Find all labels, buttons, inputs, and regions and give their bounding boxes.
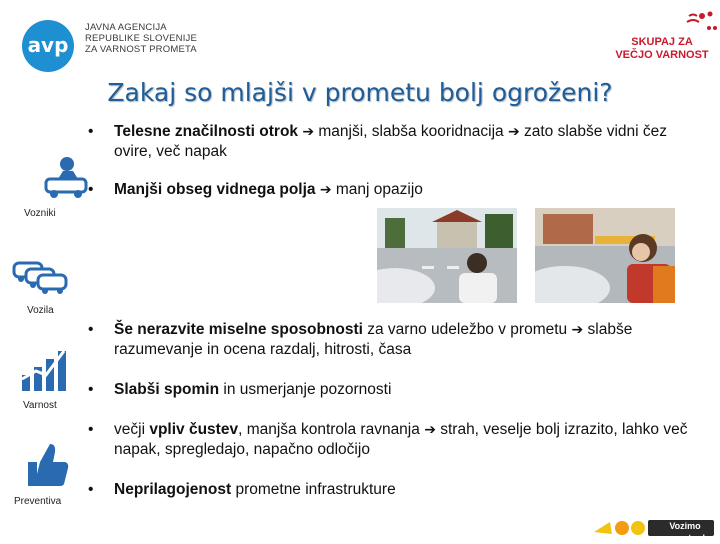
bullet-2 [90, 180, 690, 200]
agency-logo [22, 20, 74, 72]
skupaj-line-1: SKUPAJ ZA [631, 36, 693, 48]
bullet-bold: vpliv čustev [149, 421, 239, 438]
photo-child-crossing [535, 208, 675, 303]
side-label-vozniki: Vozniki [24, 208, 56, 219]
arrow-icon: ➔ [424, 422, 436, 438]
agency-line-3: ZA VARNOST PROMETA [85, 44, 197, 55]
skupaj-logo-mark [675, 4, 720, 34]
arrow-icon: ➔ [507, 124, 520, 140]
bullet-3 [90, 320, 690, 360]
bullet-5 [90, 420, 690, 460]
bullet-dot: • [88, 421, 94, 438]
bullet-text: manjši, slabša kooridnacija ➔ zato slabše vidni čez ovire, več napak [114, 123, 667, 160]
bullet-4 [90, 380, 690, 400]
logo-text: avp [27, 33, 69, 57]
bullet-dot: • [88, 321, 94, 338]
vehicles-icon [10, 255, 72, 297]
bullet-1 [90, 122, 690, 162]
agency-name [85, 22, 205, 55]
bullet-pre: večji [114, 421, 150, 438]
driver-icon [38, 155, 90, 205]
footer-badge: Vozimo pametno! [664, 521, 706, 543]
bullet-text: , manjša kontrola ravnanja ➔ strah, veselje bolj izrazito, lahko več napak, spregledajo, napačno odločijo [114, 421, 688, 458]
bullet-text: prometne infrastrukture [231, 481, 396, 498]
agency-line-2: REPUBLIKE SLOVENIJE [85, 33, 198, 44]
bullet-dot: • [88, 481, 94, 498]
bullet-bold: Manjši obseg vidnega polja [114, 181, 316, 198]
bullet-dot: • [88, 123, 94, 140]
bullet-text: in usmerjanje pozornosti [219, 381, 392, 398]
bullet-text: za varno udeležbo v prometu ➔ slabše razumevanje in ocena razdalj, hitrosti, časa [114, 321, 633, 358]
page-title: Zakaj so mlajši v prometu bolj ogroženi? [107, 78, 613, 107]
bullet-bold: Neprilagojenost [114, 481, 232, 498]
bullet-6 [90, 480, 690, 500]
side-label-varnost: Varnost [23, 400, 57, 411]
bullet-dot: • [88, 181, 94, 198]
arrow-icon: ➔ [319, 182, 332, 198]
bullet-bold: Še nerazvite miselne sposobnosti [114, 321, 363, 338]
side-label-preventiva: Preventiva [14, 496, 62, 507]
bullet-dot: • [88, 381, 94, 398]
bullet-bold: Telesne značilnosti otrok [114, 123, 299, 140]
skupaj-line-2: VEČJO VARNOST [615, 49, 709, 61]
chart-growth-icon [18, 345, 70, 393]
skupaj-logo [612, 36, 712, 62]
arrow-icon: ➔ [302, 124, 315, 140]
side-label-vozila: Vozila [27, 305, 54, 316]
bullet-text: manj opazijo [331, 181, 423, 198]
arrow-icon: ➔ [571, 322, 584, 338]
photo-street-house [377, 208, 517, 303]
thumbs-up-icon [24, 440, 70, 490]
agency-line-1: JAVNA AGENCIJA [85, 22, 167, 33]
bullet-bold: Slabši spomin [114, 381, 220, 398]
